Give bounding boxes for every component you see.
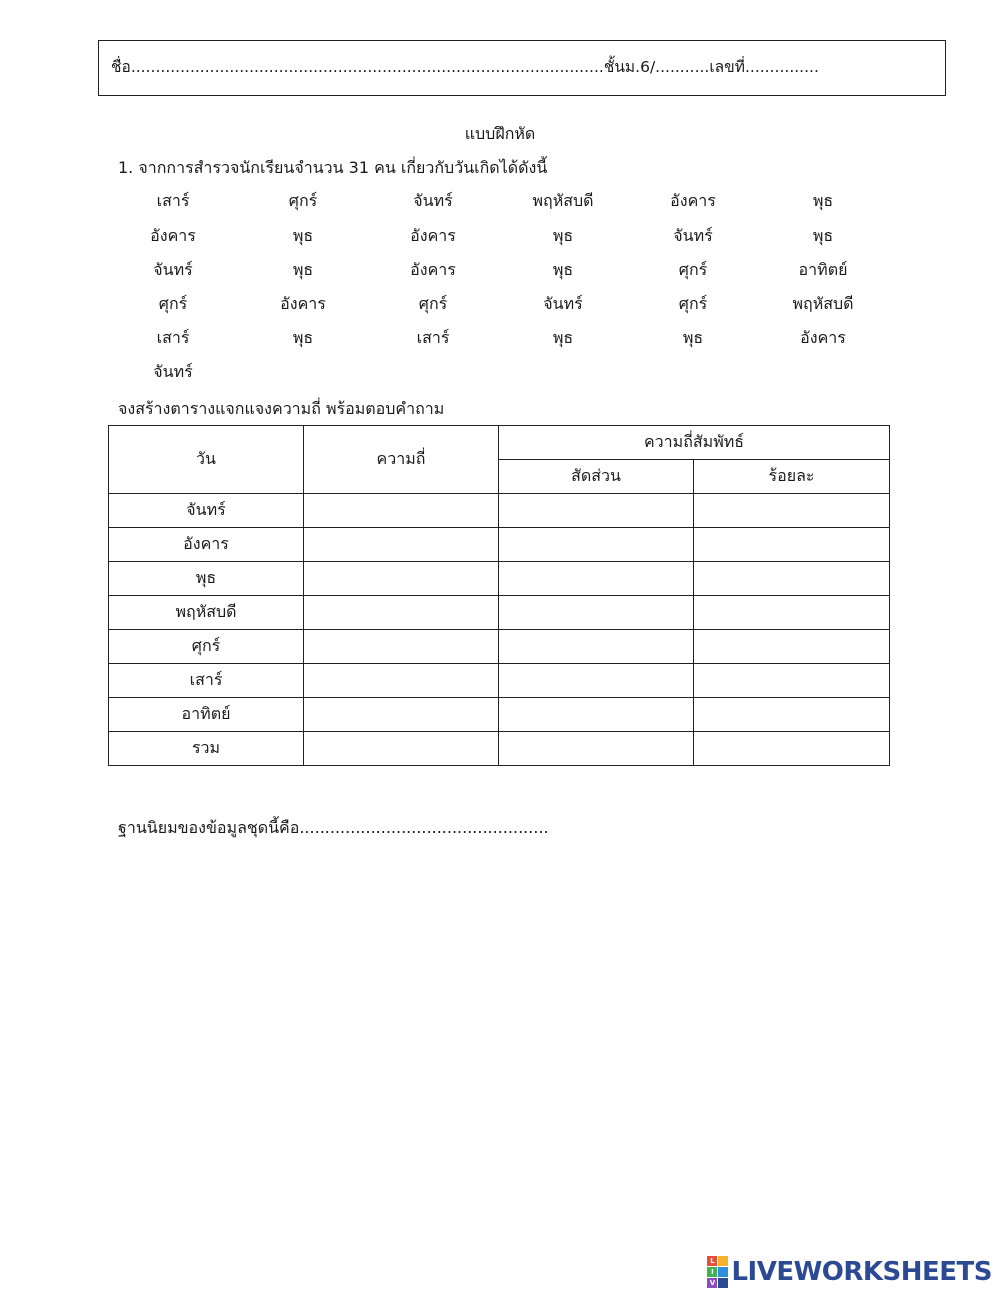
- day-label-cell: พุธ: [109, 562, 304, 596]
- birthday-entry: อังคาร: [150, 226, 196, 245]
- day-label-cell: อาทิตย์: [109, 698, 304, 732]
- table-row: [109, 528, 890, 562]
- frequency-cell[interactable]: [304, 528, 499, 562]
- header-day: วัน: [109, 426, 304, 494]
- birthday-entry: ศุกร์: [678, 260, 708, 279]
- birthday-entry: อาทิตย์: [798, 260, 848, 279]
- birthday-entry: จันทร์: [673, 226, 713, 245]
- birthday-entry: อังคาร: [280, 294, 326, 313]
- liveworksheets-logo-icon: [707, 1256, 728, 1288]
- mode-answer-line: ฐานนิยมของข้อมูลชุดนี้คือ.................................................: [118, 818, 549, 837]
- day-label-cell: เสาร์: [109, 664, 304, 698]
- percent-cell[interactable]: [694, 664, 890, 698]
- birthday-entry: จันทร์: [413, 191, 453, 210]
- frequency-cell[interactable]: [304, 630, 499, 664]
- logo-tile: L: [707, 1256, 717, 1266]
- table-header-row: [109, 426, 890, 460]
- percent-cell[interactable]: [694, 528, 890, 562]
- birthday-entry: ศุกร์: [678, 294, 708, 313]
- table-row: [109, 630, 890, 664]
- frequency-cell[interactable]: [304, 732, 499, 766]
- birthday-entry: อังคาร: [800, 328, 846, 347]
- percent-cell[interactable]: [694, 562, 890, 596]
- birthday-entry: จันทร์: [543, 294, 583, 313]
- frequency-cell[interactable]: [304, 596, 499, 630]
- birthday-entry: พุธ: [552, 226, 574, 245]
- logo-tile: [718, 1267, 728, 1277]
- birthday-entry: พุธ: [812, 226, 834, 245]
- frequency-cell[interactable]: [304, 494, 499, 528]
- birthday-entry: พุธ: [682, 328, 704, 347]
- birthday-entry: จันทร์: [153, 260, 193, 279]
- percent-cell[interactable]: [694, 630, 890, 664]
- header-frequency: ความถี่: [304, 426, 499, 494]
- birthday-entry: เสาร์: [156, 328, 190, 347]
- birthday-entry: พฤหัสบดี: [792, 294, 854, 313]
- logo-tile: [718, 1256, 728, 1266]
- frequency-cell[interactable]: [304, 698, 499, 732]
- frequency-cell[interactable]: [304, 664, 499, 698]
- instruction-text: จงสร้างตารางแจกแจงความถี่ พร้อมตอบคำถาม: [118, 399, 445, 418]
- ratio-cell[interactable]: [499, 596, 694, 630]
- birthday-entry: ศุกร์: [158, 294, 188, 313]
- question-text: 1. จากการสำรวจนักเรียนจำนวน 31 คน เกี่ยวกับวันเกิดได้ดังนี้: [118, 158, 548, 177]
- day-label-cell: ศุกร์: [109, 630, 304, 664]
- header-relative-frequency: ความถี่สัมพัทธ์: [499, 426, 890, 460]
- percent-cell[interactable]: [694, 698, 890, 732]
- percent-cell[interactable]: [694, 596, 890, 630]
- logo-tile: V: [707, 1278, 717, 1288]
- birthday-entry: จันทร์: [153, 362, 193, 381]
- ratio-cell[interactable]: [499, 630, 694, 664]
- birthday-entry: พุธ: [552, 328, 574, 347]
- birthday-entry: อังคาร: [410, 226, 456, 245]
- table-row: [109, 698, 890, 732]
- ratio-cell[interactable]: [499, 732, 694, 766]
- ratio-cell[interactable]: [499, 562, 694, 596]
- table-row: [109, 494, 890, 528]
- day-label-cell: รวม: [109, 732, 304, 766]
- birthday-entry: เสาร์: [416, 328, 450, 347]
- birthday-entry: ศุกร์: [288, 191, 318, 210]
- day-label-cell: จันทร์: [109, 494, 304, 528]
- day-label-cell: พฤหัสบดี: [109, 596, 304, 630]
- ratio-cell[interactable]: [499, 698, 694, 732]
- header-ratio: สัดส่วน: [499, 460, 694, 494]
- logo-tile: I: [707, 1267, 717, 1277]
- liveworksheets-logo: [707, 1256, 992, 1288]
- birthday-entry: พุธ: [552, 260, 574, 279]
- percent-cell[interactable]: [694, 494, 890, 528]
- ratio-cell[interactable]: [499, 494, 694, 528]
- birthday-entry: พุธ: [812, 191, 834, 210]
- logo-tile: [718, 1278, 728, 1288]
- table-row: [109, 596, 890, 630]
- liveworksheets-logo-text: LIVEWORKSHEETS: [731, 1257, 992, 1287]
- frequency-cell[interactable]: [304, 562, 499, 596]
- birthday-entry: ศุกร์: [418, 294, 448, 313]
- percent-cell[interactable]: [694, 732, 890, 766]
- day-label-cell: อังคาร: [109, 528, 304, 562]
- ratio-cell[interactable]: [499, 528, 694, 562]
- student-info-line: ชื่อ................................................................................................ชั้นม.6/...........เลขที่...............: [111, 58, 819, 76]
- header-percent: ร้อยละ: [694, 460, 890, 494]
- student-info-box: [98, 40, 946, 96]
- table-row: [109, 562, 890, 596]
- birthday-entry: พุธ: [292, 260, 314, 279]
- birthday-entry: เสาร์: [156, 191, 190, 210]
- frequency-table: [108, 425, 890, 766]
- birthday-entry: อังคาร: [670, 191, 716, 210]
- birthday-entry: พุธ: [292, 226, 314, 245]
- table-row: [109, 732, 890, 766]
- table-row: [109, 664, 890, 698]
- birthday-entry: พุธ: [292, 328, 314, 347]
- worksheet-title: แบบฝึกหัด: [464, 124, 536, 143]
- birthday-entry: อังคาร: [410, 260, 456, 279]
- birthday-entry: พฤหัสบดี: [532, 191, 594, 210]
- ratio-cell[interactable]: [499, 664, 694, 698]
